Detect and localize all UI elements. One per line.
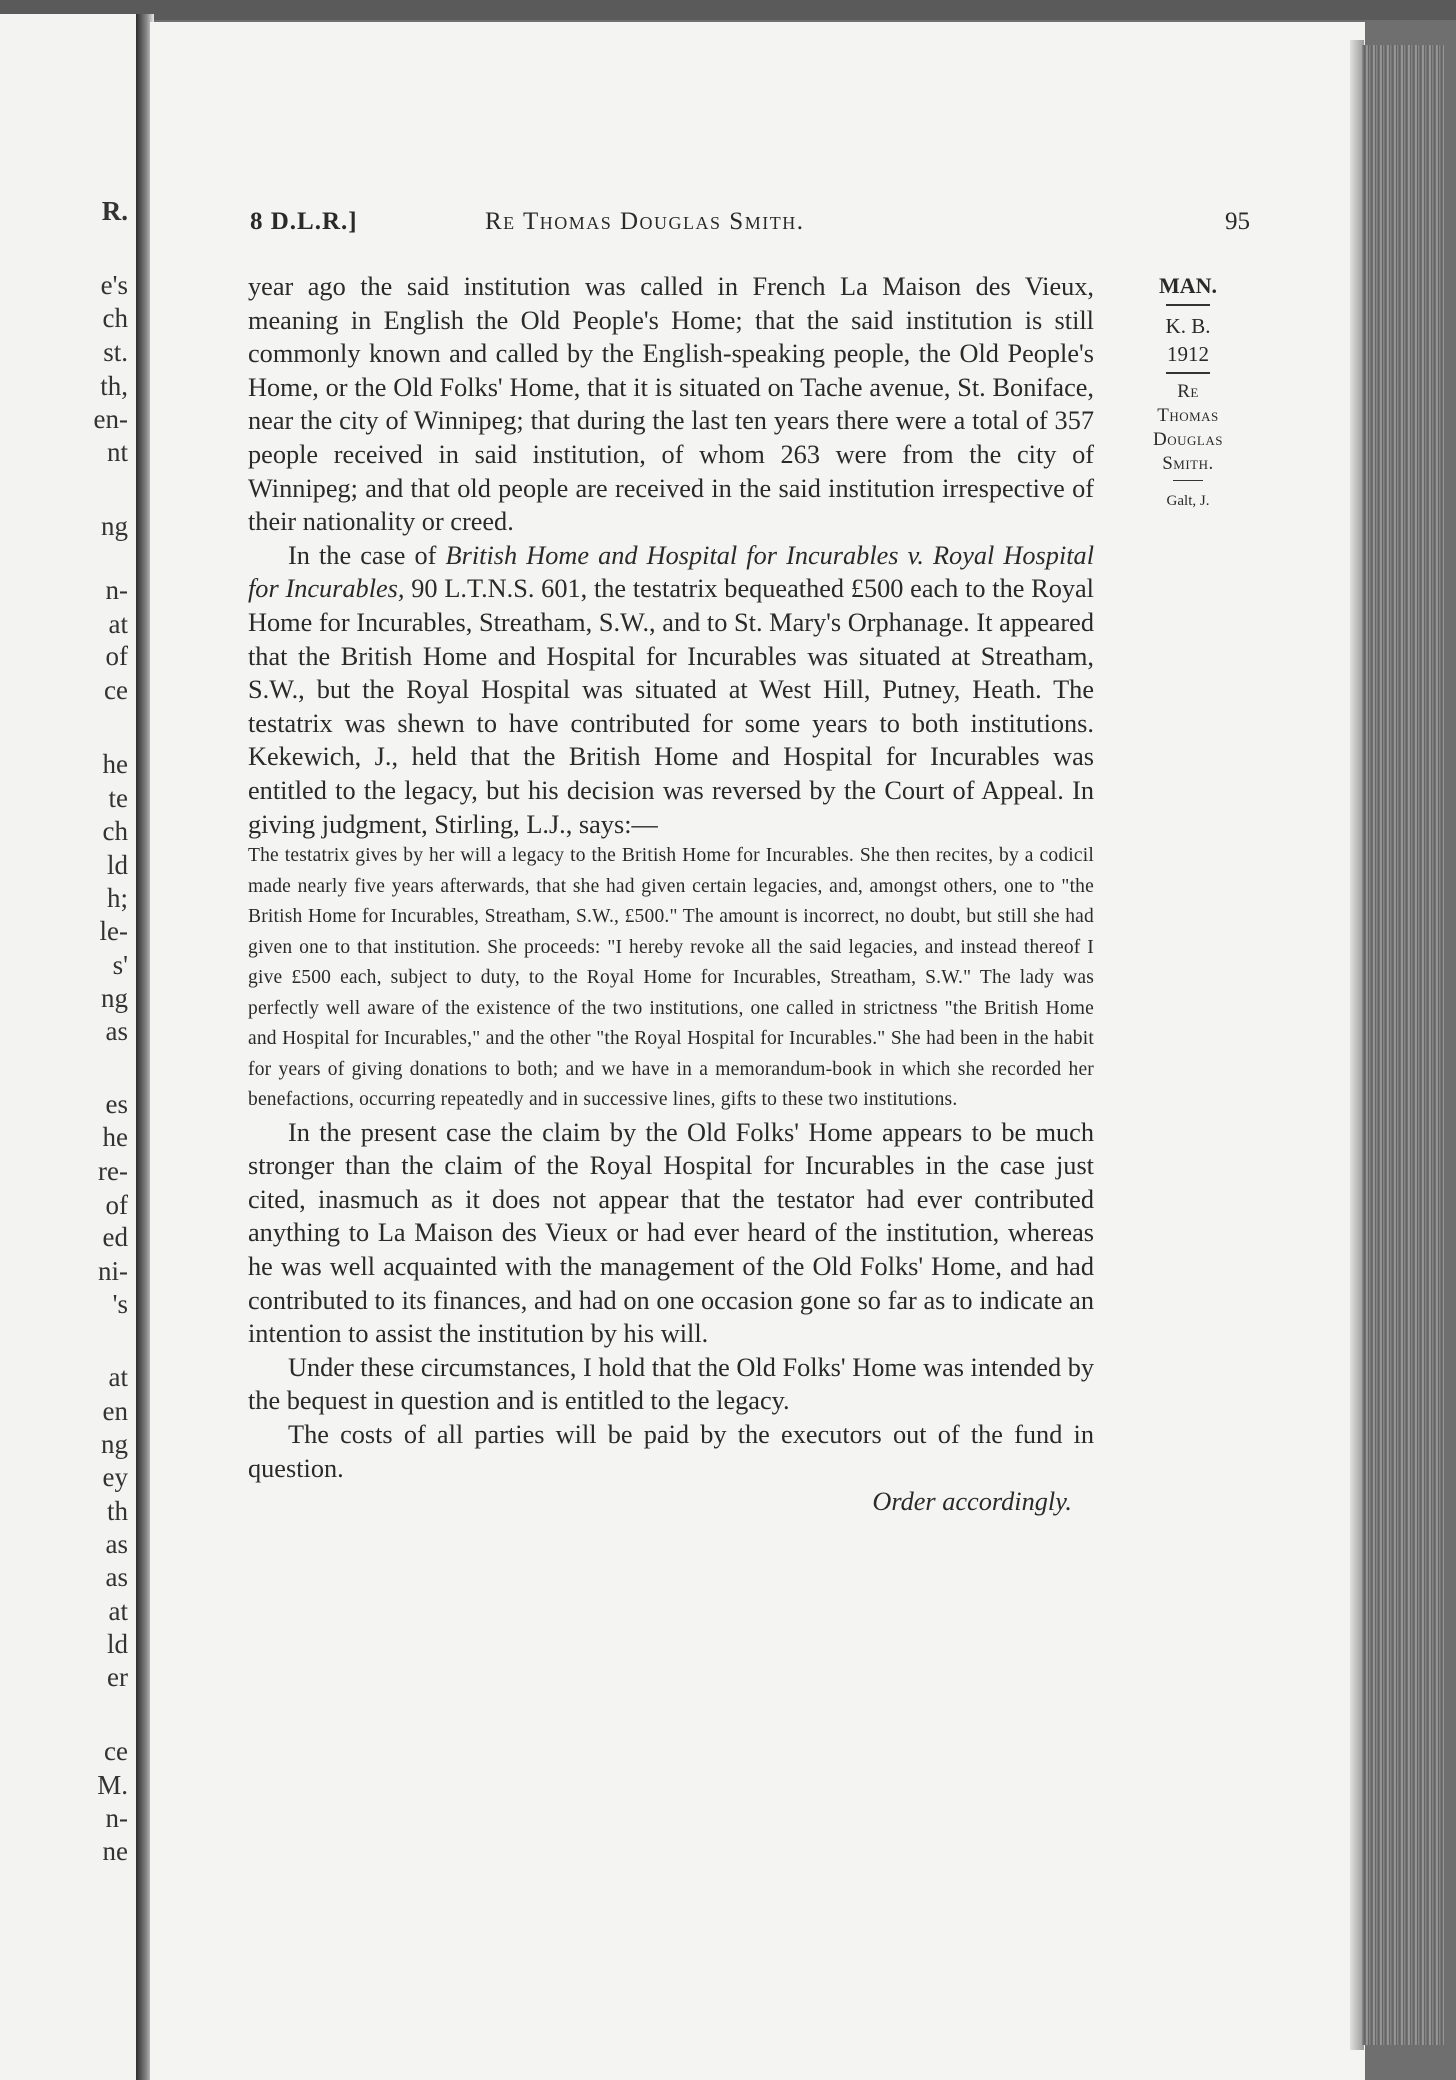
case-citation: British Home and Hospital for Incurables v. Royal Hospital for Incurables, <box>248 540 1095 604</box>
case-name-line: Thomas <box>1157 405 1219 426</box>
previous-page-fragment: n- <box>105 575 128 605</box>
divider <box>1173 480 1203 481</box>
divider <box>1166 372 1210 374</box>
running-title: Re Thomas Douglas Smith. <box>485 208 805 235</box>
previous-page-fragment: at <box>108 1362 128 1392</box>
running-head <box>250 208 1250 248</box>
previous-page-fragment: of <box>105 1190 128 1220</box>
text-run: In the case of <box>288 540 446 570</box>
previous-page-fragment: ng <box>101 1429 128 1459</box>
page-number: 95 <box>1225 208 1250 235</box>
previous-page-fragment: st. <box>103 337 128 367</box>
case-name-line: Douglas <box>1153 429 1223 450</box>
previous-page-fragment: he <box>102 749 128 779</box>
previous-page-fragment: of <box>105 641 128 671</box>
previous-page-fragment: M. <box>97 1770 128 1800</box>
book-page-edges <box>1362 45 1444 2045</box>
previous-page-fragment: h; <box>106 883 128 913</box>
previous-page-fragment: ng <box>101 511 128 541</box>
previous-page-fragment: ch <box>102 816 128 846</box>
previous-page-fragment: s' <box>112 950 128 980</box>
previous-page-fragment: es <box>105 1089 128 1119</box>
previous-page-fragment: n- <box>105 1803 128 1833</box>
year: 1912 <box>1167 342 1209 366</box>
previous-page-fragment: nt <box>106 437 128 467</box>
divider <box>1166 304 1210 306</box>
closing-order: Order accordingly. <box>872 1487 1072 1517</box>
block-quotation: The testatrix gives by her will a legacy to the British Home for Incurables. She then recites, by a codicil made nearly five years afterwards, that she had given certain legacies, and, amongst others, one to "the British Home for Incurables, Streatham, S.W., £500." The amount is incorrect, no doubt, but still she had given one to that institution. She proceeds: "I hereby revoke all the said legacies, and instead thereof I give £500 each, subject to duty, to the Royal Home for Incurables, Streatham, S.W." The lady was perfectly well aware of the existence of the two institutions, one called in strictness "the British Home and Hospital for Incurables," and the other "the Royal Hospital for Incurables." She had been in the habit for years of giving donations to both; and we have in a memorandum-book in which she recorded her benefactions, occurring repeatedly and in successive lines, gifts to these two institutions. <box>248 845 1094 1111</box>
paragraph: Under these circumstances, I hold that the Old Folks' Home was intended by the bequest in question and is entitled to the legacy. <box>248 1352 1094 1416</box>
judge-name: Galt, J. <box>1166 493 1210 509</box>
case-name-line: Smith. <box>1162 453 1214 474</box>
paragraph: year ago the said institution was called in French La Maison des Vieux, meaning in English the Old People's Home; that the said institution is still commonly known and called by the English-speaking people, the Old People's Home, or the Old Folks' Home, that it is situated on Tache avenue, St. Boniface, near the city of Winnipeg; that during the last ten years there were a total of 357 people received in said institution, of whom 263 were from the city of Winnipeg; and that old people are received in the said institution irrespective of their nationality or creed. <box>248 272 1094 537</box>
court-division: K. B. <box>1165 314 1211 338</box>
previous-page-fragment: er <box>107 1662 128 1692</box>
previous-page-fragment: at <box>108 609 128 639</box>
previous-page-fragment: as <box>105 1016 128 1046</box>
previous-page-fragment: R. <box>101 196 128 226</box>
previous-page-fragment: as <box>105 1529 128 1559</box>
previous-page-fragment: le- <box>99 916 128 946</box>
previous-page-fragment: ce <box>104 1736 128 1766</box>
previous-page-fragment: th <box>106 1496 128 1526</box>
previous-page-fragment: ch <box>102 303 128 333</box>
previous-page-fragment: en- <box>93 404 128 434</box>
court-abbreviation: MAN. <box>1158 273 1218 298</box>
previous-page-fragment: ng <box>101 983 128 1013</box>
case-name-line: Re <box>1177 381 1199 402</box>
previous-page-fragment: e's <box>100 270 128 300</box>
previous-page-fragment: ce <box>104 675 128 705</box>
text-run: 90 L.T.N.S. 601, the testatrix bequeathed £500 each to the Royal Home for Incurables, Streatham, S.W., and to St. Mary's Orphanage. It appeared that the British Home and Hospital for Incurables was situated at Streatham, S.W., but the Royal Hospital was situated at West Hill, Putney, Heath. The testatrix was shewn to have contributed for some years to both institutions. Kekewich, J., held that the British Home and Hospital for Incurables was entitled to the legacy, but his decision was reversed by the Court of Appeal. In giving judgment, Stirling, L.J., says:— <box>248 574 1094 839</box>
previous-page-fragment: as <box>105 1562 128 1592</box>
paragraph: In the present case the claim by the Old Folks' Home appears to be much stronger than the claim of the Royal Hospital for Incurables in the case just cited, inasmuch as it does not appear that the testator had ever contributed anything to La Maison des Vieux or had ever heard of the institution, whereas he was well acquainted with the management of the Old Folks' Home, and had contributed to its finances, and had on one occasion gone so far as to indicate an intention to assist the institution by his will. <box>248 1117 1094 1349</box>
side-margin-note <box>1140 272 1236 515</box>
previous-page-fragment: te <box>108 783 128 813</box>
previous-page-fragment: ne <box>102 1836 128 1866</box>
volume-reference: 8 D.L.R.] <box>250 208 358 235</box>
previous-page-fragment: re- <box>98 1156 128 1186</box>
previous-page-fragment: en <box>102 1396 128 1426</box>
scan-background <box>0 0 1456 20</box>
previous-page-fragment: 's <box>112 1289 128 1319</box>
main-body-text <box>248 270 1094 1519</box>
previous-page-fragment: ed <box>102 1222 128 1252</box>
previous-page-fragment: ld <box>106 1629 128 1659</box>
paragraph: The costs of all parties will be paid by the executors out of the fund in question. <box>248 1419 1094 1483</box>
previous-page-fragment: ld <box>106 850 128 880</box>
previous-page-fragment: at <box>108 1596 128 1626</box>
previous-page-fragment: th, <box>100 371 128 401</box>
paragraph <box>248 539 1094 841</box>
previous-page-fragment: ni- <box>98 1256 128 1286</box>
previous-page-fragment: he <box>102 1122 128 1152</box>
previous-page-fragment: ey <box>102 1462 128 1492</box>
previous-page-sliver <box>0 14 139 2080</box>
